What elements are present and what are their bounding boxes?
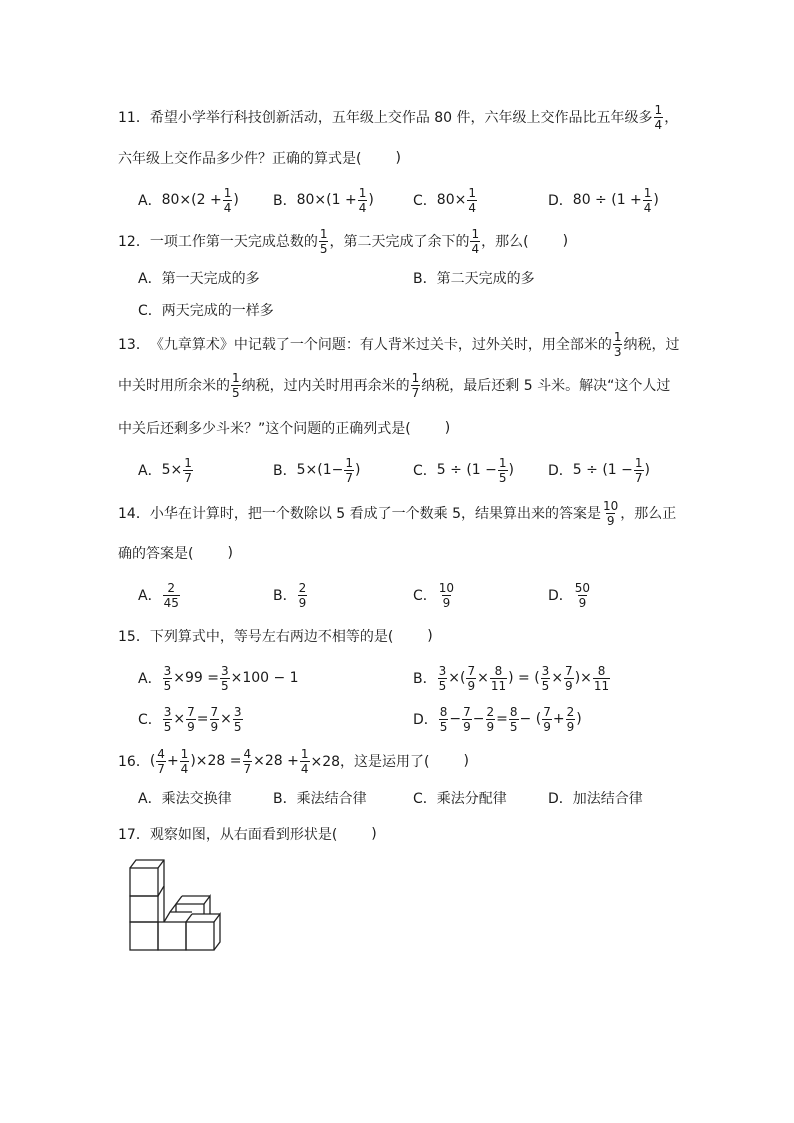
question-11-options — [0, 180, 794, 220]
option-c[interactable]: C． 两天完成的一样多 — [138, 303, 274, 319]
option-c[interactable]: C． $\frac{10}{9}$ — [413, 580, 455, 610]
option-d[interactable]: D． 80 ÷ (1 + $\frac{1}{4}$ ) — [548, 185, 659, 215]
cube-stack-figure — [124, 856, 224, 956]
option-d[interactable]: D． 5 ÷ (1 − $\frac{1}{7}$ ) — [548, 455, 650, 485]
question-11-line2: 六年级上交作品多少件？正确的算式是( ) — [118, 150, 401, 167]
question-14: 14． 小华在计算时，把一个数除以 5 看成了一个数乘 5，结果算出来的答案是 $\frac{10}{9}$ ，那么正 — [118, 498, 677, 528]
question-17: 17． 观察如图，从右面看到形状是( ) — [118, 826, 377, 843]
question-14-line2: 确的答案是( ) — [118, 545, 233, 562]
option-a[interactable]: A． 第一天完成的多 — [138, 271, 260, 287]
option-c[interactable]: C． $\frac{3}{5}$ × $\frac{7}{9}$ = $\frac{7}{9}$ × $\frac{3}{5}$ — [138, 704, 242, 734]
question-15: 15． 下列算式中，等号左右两边不相等的是( ) — [118, 628, 433, 645]
question-11: 11． 希望小学举行科技创新活动，五年级上交作品 80 件，六年级上交作品比五年级多 $\frac{1}{4}$ ， — [118, 102, 679, 132]
question-15-options — [0, 658, 794, 698]
option-c[interactable]: C． 80× $\frac{1}{4}$ — [413, 185, 476, 215]
option-a[interactable]: A． $\frac{3}{5}$ ×99 = $\frac{3}{5}$ ×100 − 1 — [138, 663, 299, 693]
fraction: $\frac{1}{4}$ — [654, 102, 663, 132]
question-14-options — [0, 575, 794, 615]
option-b[interactable]: B． 80×(1 + $\frac{1}{4}$ ) — [273, 185, 374, 215]
option-d[interactable]: D． $\frac{50}{9}$ — [548, 580, 591, 610]
question-13: 13． 《九章算术》中记载了一个问题：有人背米过关卡，过外关时，用全部米的 $\frac{1}{3}$ 纳税，过 — [118, 329, 680, 359]
option-d[interactable]: D． 加法结合律 — [548, 791, 643, 807]
option-b[interactable]: B． 5×(1− $\frac{1}{7}$ ) — [273, 455, 361, 485]
question-13-line2: 中关时用所余米的 $\frac{1}{5}$ 纳税，过内关时用再余米的 $\frac{1}{7}$ 纳税，最后还剩 5 斗米。解决“这个人过 — [118, 370, 671, 400]
option-b[interactable]: B． 第二天完成的多 — [413, 271, 535, 287]
question-16: 16． ( $\frac{4}{7}$ + $\frac{1}{4}$ )×28 = $\frac{4}{7}$ ×28 + $\frac{1}{4}$ ×28，这是运用了( ) — [118, 746, 469, 776]
option-b[interactable]: B． 乘法结合律 — [273, 791, 367, 807]
option-c[interactable]: C． 乘法分配律 — [413, 791, 507, 807]
option-d[interactable]: D． $\frac{8}{5}$ − $\frac{7}{9}$ − $\frac{2}{9}$ = $\frac{8}{5}$ − ( $\frac{7}{9}$ + $\frac{2}{9}$ ) — [413, 704, 582, 734]
question-13-options — [0, 450, 794, 490]
option-a[interactable]: A． 80×(2 + $\frac{1}{4}$ ) — [138, 185, 239, 215]
option-a[interactable]: A． 5× $\frac{1}{7}$ — [138, 455, 192, 485]
question-12: 12． 一项工作第一天完成总数的 $\frac{1}{5}$ ，第二天完成了余下的 $\frac{1}{4}$ ，那么( ) — [118, 226, 569, 256]
option-b[interactable]: B． $\frac{3}{5}$ ×( $\frac{7}{9}$ × $\frac{8}{11}$ ) = ( $\frac{3}{5}$ × $\frac{7}{9}$ )× $\frac{8}{11}$ — [413, 663, 610, 693]
option-a[interactable]: A． $\frac{2}{45}$ — [138, 580, 179, 610]
option-b[interactable]: B． $\frac{2}{9}$ — [273, 580, 307, 610]
option-a[interactable]: A． 乘法交换律 — [138, 791, 232, 807]
question-13-line3: 中关后还剩多少斗米？”这个问题的正确列式是( ) — [118, 420, 451, 437]
question-16-options — [0, 778, 794, 818]
question-15-options-2 — [0, 699, 794, 739]
option-c[interactable]: C． 5 ÷ (1 − $\frac{1}{5}$ ) — [413, 455, 514, 485]
